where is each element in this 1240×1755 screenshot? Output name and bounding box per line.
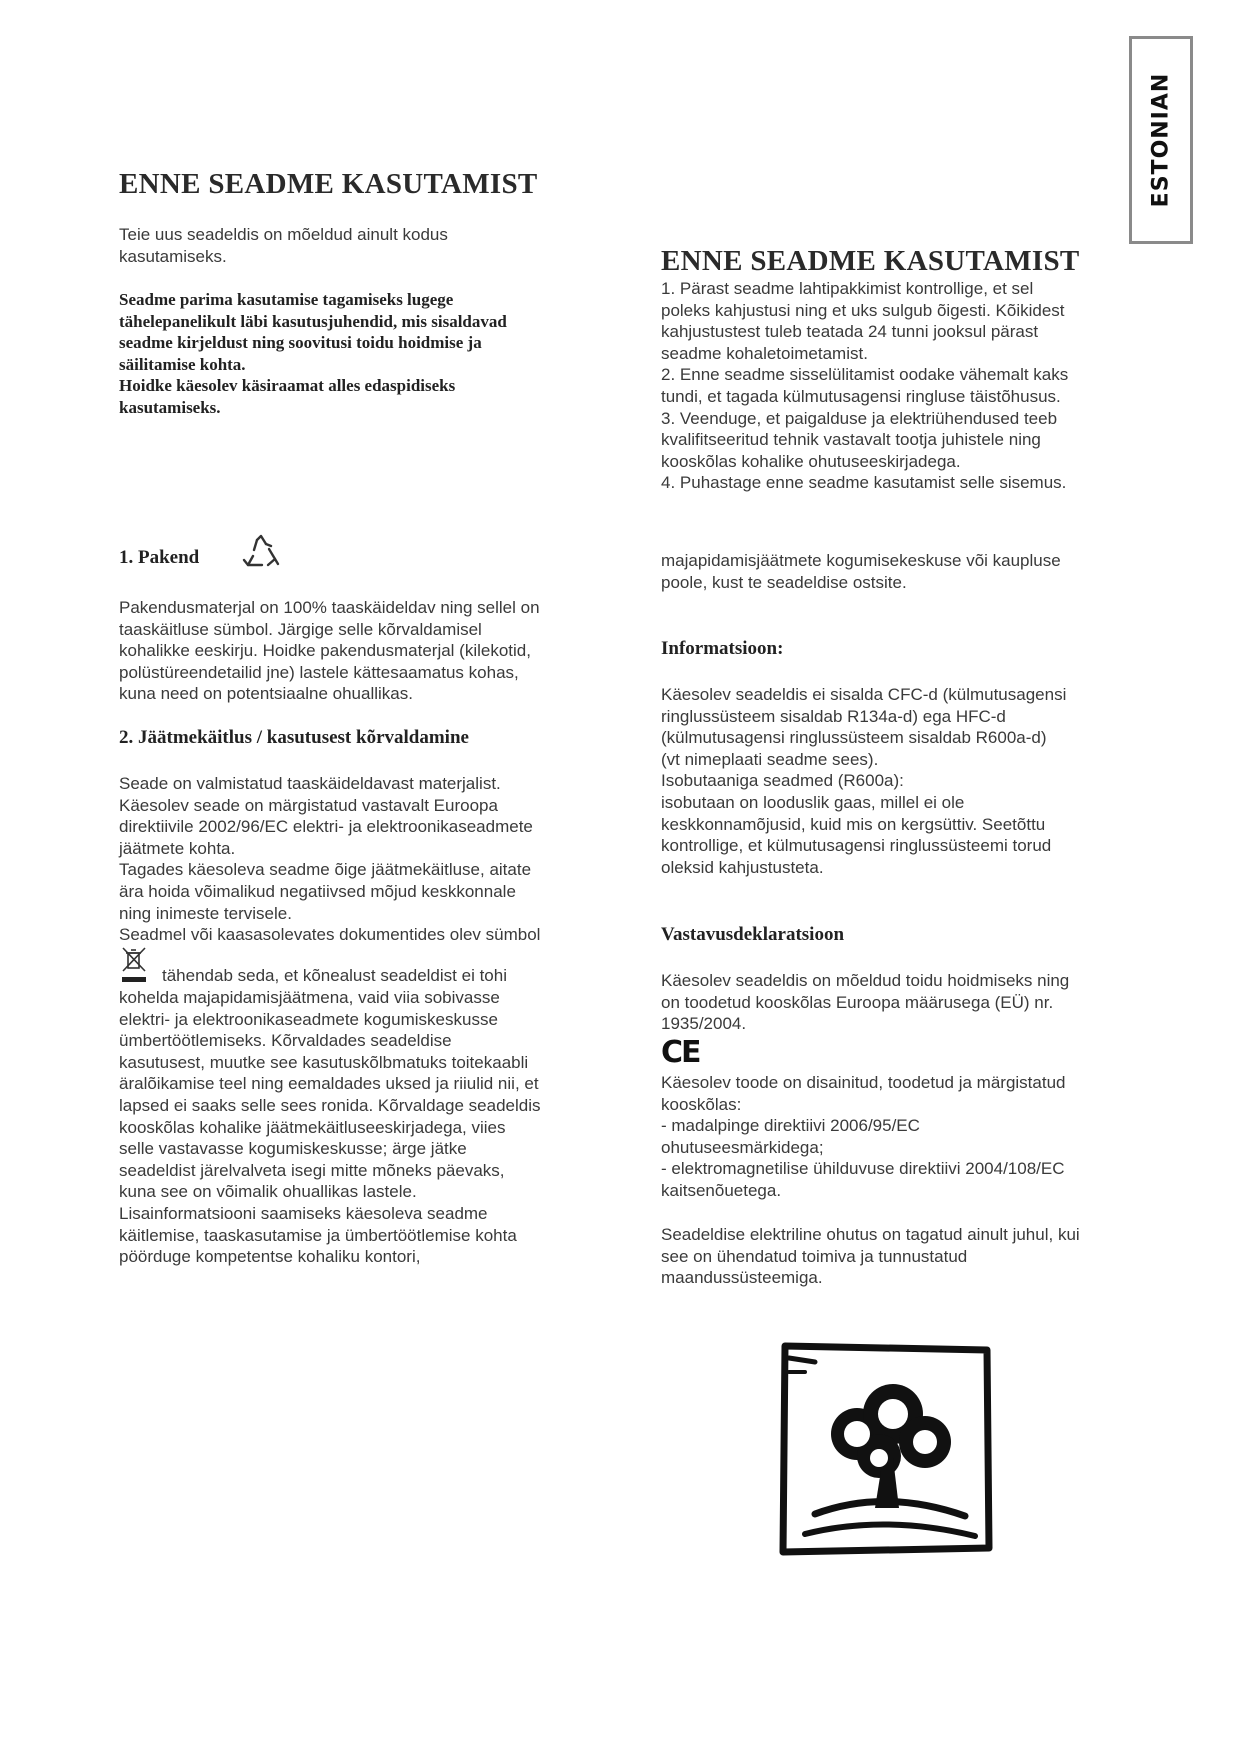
section-pakend-text: Pakendusmaterjal on 100% taaskäideldav ning sellel on taaskäitluse sümbol. Järgige selle kõrvaldamisel kohalikke eeskirju. Hoidke pakendusmaterjal (kilekotid, polüstüreendetailid jne) lastele kättesaamatus kohas, kuna need on potentsiaalne ohuallikas. (119, 598, 540, 704)
conformity-text-b: Käesolev toode on disainitud, toodetud ja märgistatud kooskõlas: - madalpinge direktiivi 2006/95/EC ohutuseesmärkidega; - elektromagnetilise ühilduvuse direktiivi 2004/108/EC kaitsenõuetega. (661, 1073, 1066, 1200)
installation-steps: 1. Pärast seadme lahtipakkimist kontrollige, et sel poleks kahjustusi ning et uks sulgub õigesti. Kõikidest kahjustustest tuleb teatada 24 tunni jooksul pärast seadme kohaletoimetamist. 2. Enne seadme sisselülitamist oodake vähemalt kaks tundi, et tagada külmutusagensi ringluse täistõhusus. 3. Veenduge, et paigalduse ja elektriühendused teeb kvalifitseeritud tehnik vastavalt tootja juhistele ning kooskõlas kohalike ohutuseeskirjadega. 4. Puhastage enne seadme kasutamist selle sisemus. (661, 279, 1069, 493)
section-pakend-header (119, 540, 599, 580)
intro-bold-text: Seadme parima kasutamise tagamiseks lugege tähelepanelikult läbi kasutusjuhendid, mis sisaldavad seadme kirjeldust ning soovitusi toidu hoidmise ja säilitamise kohta. Hoidke käesolev käsiraamat alles edaspidiseks kasutamiseks. (119, 290, 507, 417)
section-disposal-text-b-first: tähendab seda, et kõnealust seadeldist ei tohi (162, 966, 507, 985)
conformity-text-a: Käesolev seadeldis on mõeldud toidu hoidmiseks ning on toodetud kooskõlas Euroopa määrusega (EÜ) nr. 1935/2004. (661, 971, 1070, 1034)
conformity-text-c: Seadeldise elektriline ohutus on tagatud ainult juhul, kui see on ühendatud toimiva ja tunnustatud maandussüsteemiga. (661, 1225, 1080, 1288)
disposal-continued-text: majapidamisjäätmete kogumisekeskuse või kaupluse poole, kust te seadeldise ostsite. (661, 551, 1061, 592)
language-tab (1129, 36, 1193, 244)
section-disposal-text-b: kohelda majapidamisjäätmena, vaid viia sobivasse elektri- ja elektroonikaseadmete kogumiskeskusse ümbertöötlemiseks. Kõrvaldades seadeldise kasutusest, muutke see kasutuskõlbmatuks toitekaabli äralõikamise teel ning eemaldades uksed ja riiulid nii, et lapsed ei saaks selle sees ronida. Kõrvaldage seadeldis kooskõlas kohalike jäätmekäitluseeskirjadega, viies selle vastavasse kogumiskeskusse; ärge jätke seadeldist järelvalveta isegi mitte mõneks päevaks, kuna see on võimalik ohuallikas lastele. Lisainformatsiooni saamiseks käesoleva seadme käitlemise, taaskasutamise ja ümbertöötlemise kohta pöörduge kompetentse kohaliku kontori, (119, 988, 541, 1267)
conformity-heading: Vastavusdeklaratsioon (661, 924, 845, 945)
recycle-icon (242, 534, 280, 575)
ce-mark-icon: CE (661, 1035, 700, 1070)
intro-text: Teie uus seadeldis on mõeldud ainult kodus kasutamiseks. (119, 225, 448, 266)
section-disposal-text-a: Seade on valmistatud taaskäideldavast materjalist. Käesolev seade on märgistatud vastavalt Euroopa direktiivile 2002/96/EC elektri- ja elektroonikaseadmete jäätmete kohta. Tagades käesoleva seadme õige jäätmekäitluse, aitate ära hoida võimalikud negatiivsed mõjud keskkonnale ning inimeste tervisele. Seadmel või kaasasolevates dokumentides olev sümbol (119, 774, 541, 945)
section-disposal-heading: 2. Jäätmekäitlus / kasutusest kõrvaldamine (119, 727, 469, 748)
info-heading: Informatsioon: (661, 638, 784, 659)
info-text: Käesolev seadeldis ei sisalda CFC-d (külmutusagensi ringlussüsteem sisaldab R134a-d) ega HFC-d (külmutusagensi ringlussüsteem sisaldab R600a-d) (vt nimeplaati seadme sees). Isobutaaniga seadmed (R600a): isobutaan on looduslik gaas, millel ei ole keskkonnamõjusid, kuid mis on kergsüttiv. Seetõttu kontrollige, et külmutusagensi ringlussüsteemi torud oleksid kahjustusteta. (661, 685, 1067, 877)
section-pakend-heading: 1. Pakend (119, 546, 200, 568)
crossed-bin-icon (119, 945, 149, 990)
language-tab-label: ESTONIAN (1148, 72, 1174, 208)
right-page-title: ENNE SEADME KASUTAMIST (661, 245, 1080, 277)
tree-emblem-icon (775, 1338, 995, 1565)
left-page-title: ENNE SEADME KASUTAMIST (119, 168, 538, 200)
